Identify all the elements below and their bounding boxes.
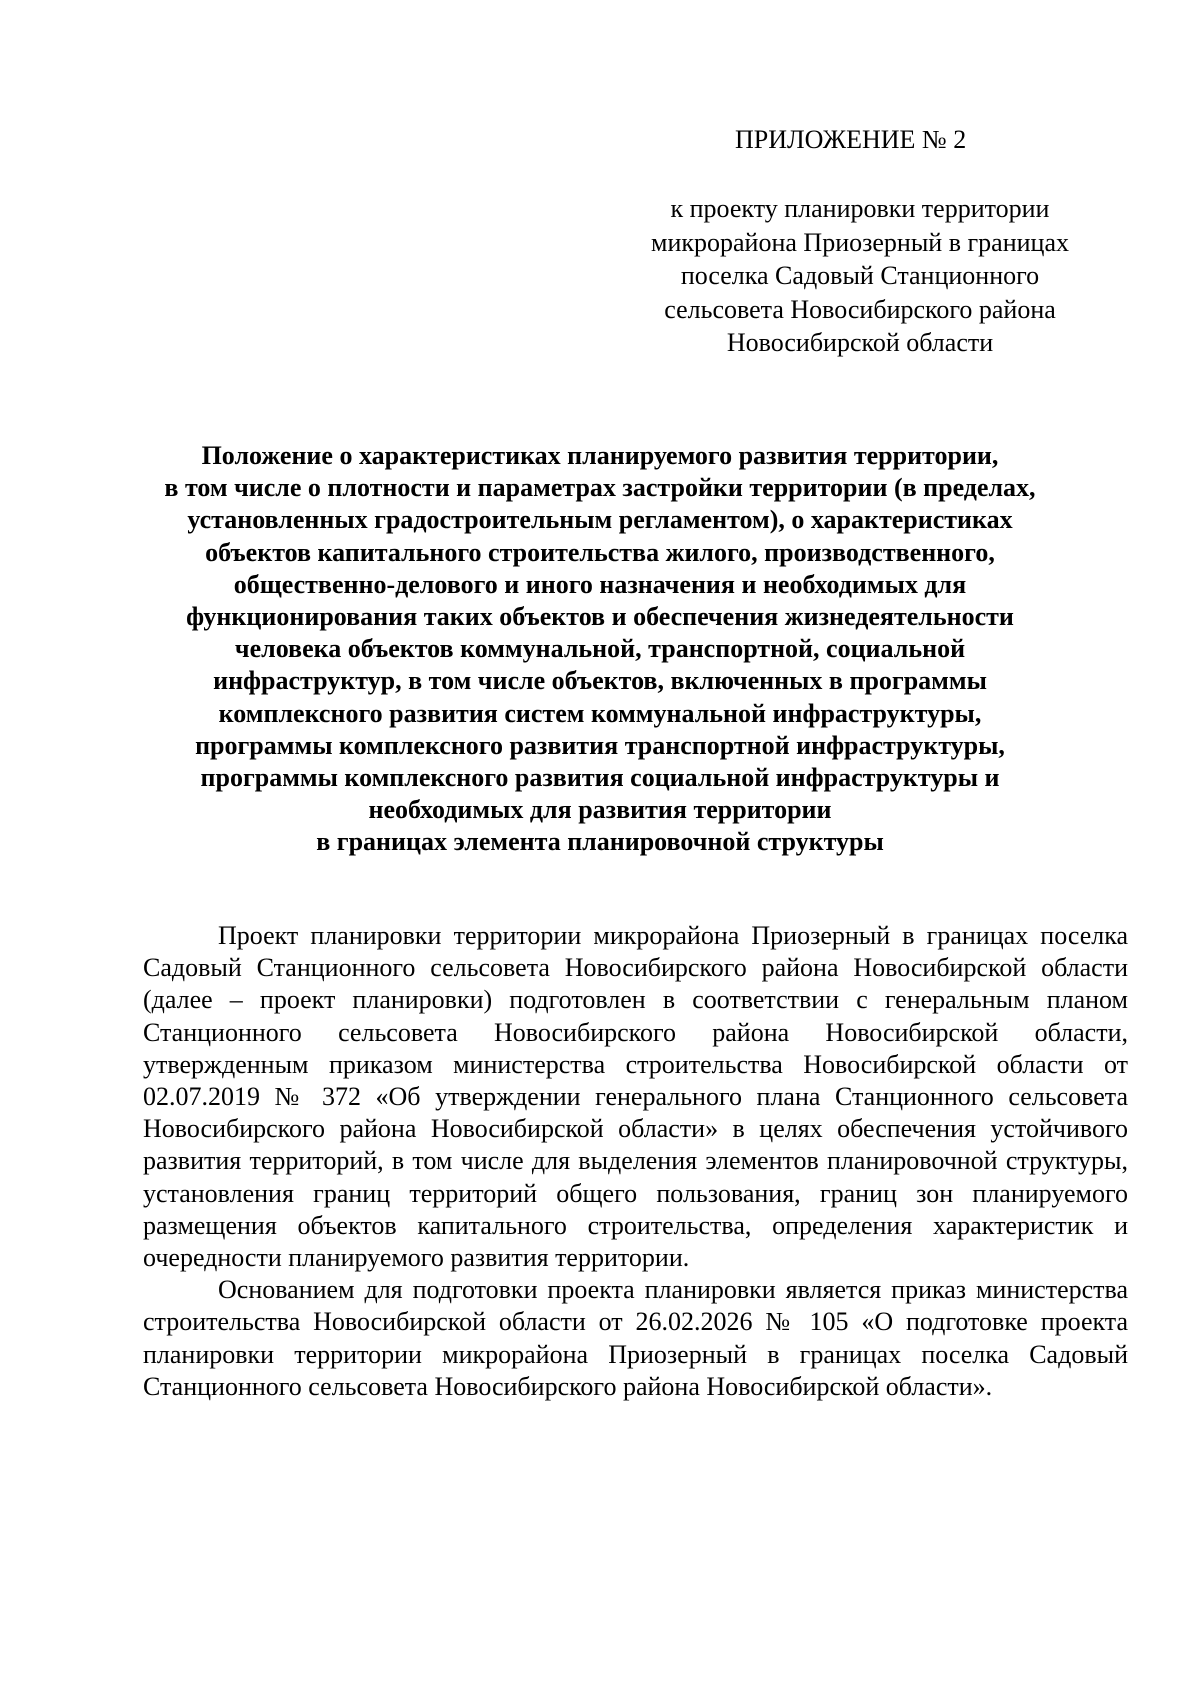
document-body — [143, 920, 1128, 1403]
title-line: Положение о характеристиках планируемого развития территории, — [201, 441, 999, 470]
title-line: в границах элемента планировочной структуры — [316, 827, 884, 857]
body-paragraph: Проект планировки территории микрорайона Приозерный в границах поселка Садовый Станционного сельсовета Новосибирского района Новосибирской области (далее – проект планировки) подготовлен в соответствии с генеральным планом Станционного сельсовета Новосибирского района Новосибирской области, утвержденным приказом министерства строительства Новосибирской области от 02.07.2019 № 372 «Об утверждении генерального плана Станционного сельсовета Новосибирского района Новосибирской области» в целях обеспечения устойчивого развития территорий, в том числе для выделения элементов планировочной структуры, установления границ территорий общего пользования, границ зон планируемого размещения объектов капитального строительства, определения характеристик и очередности планируемого развития территории. — [143, 921, 1128, 1273]
appendix-note — [615, 192, 1105, 360]
title-line: программы комплексного развития транспортной инфраструктуры, — [195, 730, 1005, 760]
title-line: функционирования таких объектов и обеспечения жизнедеятельности — [186, 602, 1014, 632]
title-line: общественно-делового и иного назначения и необходимых для — [233, 569, 967, 599]
appendix-note-line: микрорайона Приозерный в границах — [651, 227, 1069, 257]
title-line: необходимых для развития территории — [368, 795, 832, 825]
title-line: установленных градостроительным регламентом), о характеристиках — [187, 505, 1013, 535]
title-line: объектов капитального строительства жилого, производственного, — [205, 537, 995, 567]
appendix-note-line: поселка Садовый Станционного — [680, 261, 1040, 290]
appendix-note-line: к проекту планировки территории — [670, 194, 1050, 223]
appendix-note-line: сельсовета Новосибирского района — [664, 294, 1056, 324]
title-line: в том числе о плотности и параметрах застройки территории (в пределах, — [164, 473, 1036, 503]
title-line: комплексного развития систем коммунальной инфраструктуры, — [218, 698, 982, 728]
document-title — [100, 440, 1100, 859]
appendix-number: ПРИЛОЖЕНИЕ № 2 — [735, 125, 967, 154]
title-line: человека объектов коммунальной, транспортной, социальной — [234, 634, 966, 664]
title-line: программы комплексного развития социальной инфраструктуры и — [200, 763, 1000, 793]
body-paragraph: Основанием для подготовки проекта планировки является приказ министерства строительства Новосибирской области от 26.02.2026 № 105 «О подготовке проекта планировки территории микрорайона Приозерный в границах поселка Садовый Станционного сельсовета Новосибирского района Новосибирской области». — [143, 1275, 1128, 1401]
appendix-note-line: Новосибирской области — [726, 328, 994, 357]
title-line: инфраструктур, в том числе объектов, включенных в программы — [213, 666, 987, 696]
